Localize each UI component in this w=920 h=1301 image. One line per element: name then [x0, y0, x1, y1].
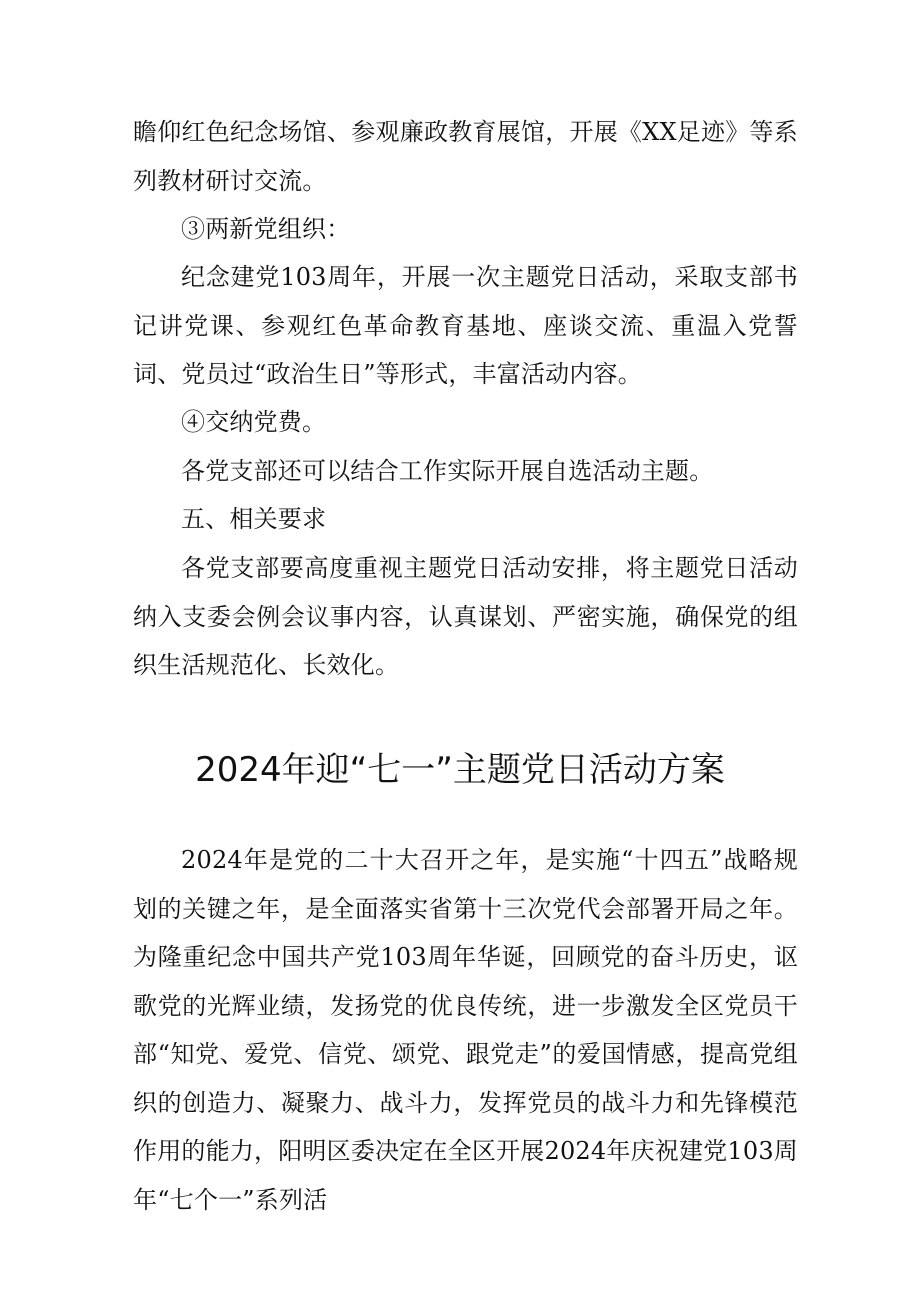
document-title: 2024年迎“七一”主题党日活动方案: [195, 750, 725, 790]
paragraph-2: ③两新党组织：: [181, 215, 351, 243]
paragraph-1: 瞻仰红色纪念场馆、参观廉政教育展馆，开展《XX足迹》等系列教材研讨交流。: [133, 118, 798, 195]
section-heading: 五、相关要求: [181, 505, 327, 533]
paragraph-5: 各党支部还可以结合工作实际开展自选活动主题。: [181, 457, 714, 485]
paragraph-4: ④交纳党费。: [181, 408, 327, 436]
paragraph-7: 各党支部要高度重视主题党日活动安排，将主题党日活动纳入支委会例会议事内容，认真谋划、严密实施，确保党的组织生活规范化、长效化。: [133, 554, 798, 679]
paragraph-3: 纪念建党103周年，开展一次主题党日活动，采取支部书记讲党课、参观红色革命教育基地、座谈交流、重温入党誓词、党员过“政治生日”等形式，丰富活动内容。: [133, 263, 798, 388]
paragraph-8: 2024年是党的二十大召开之年，是实施“十四五”战略规划的关键之年，是全面落实省第十三次党代会部署开局之年。为隆重纪念中国共产党103周年华诞，回顾党的奋斗历史，讴歌党的光辉业绩，发扬党的优良传统，进一步激发全区党员干部“知党、爱党、信党、颂党、跟党走”的爱国情感，提高党组织的创造力、凝聚力、战斗力，发挥党员的战斗力和先锋模范作用的能力，阳明区委决定在全区开展2024年庆祝建党103周年“七个一”系列活: [133, 846, 798, 1214]
